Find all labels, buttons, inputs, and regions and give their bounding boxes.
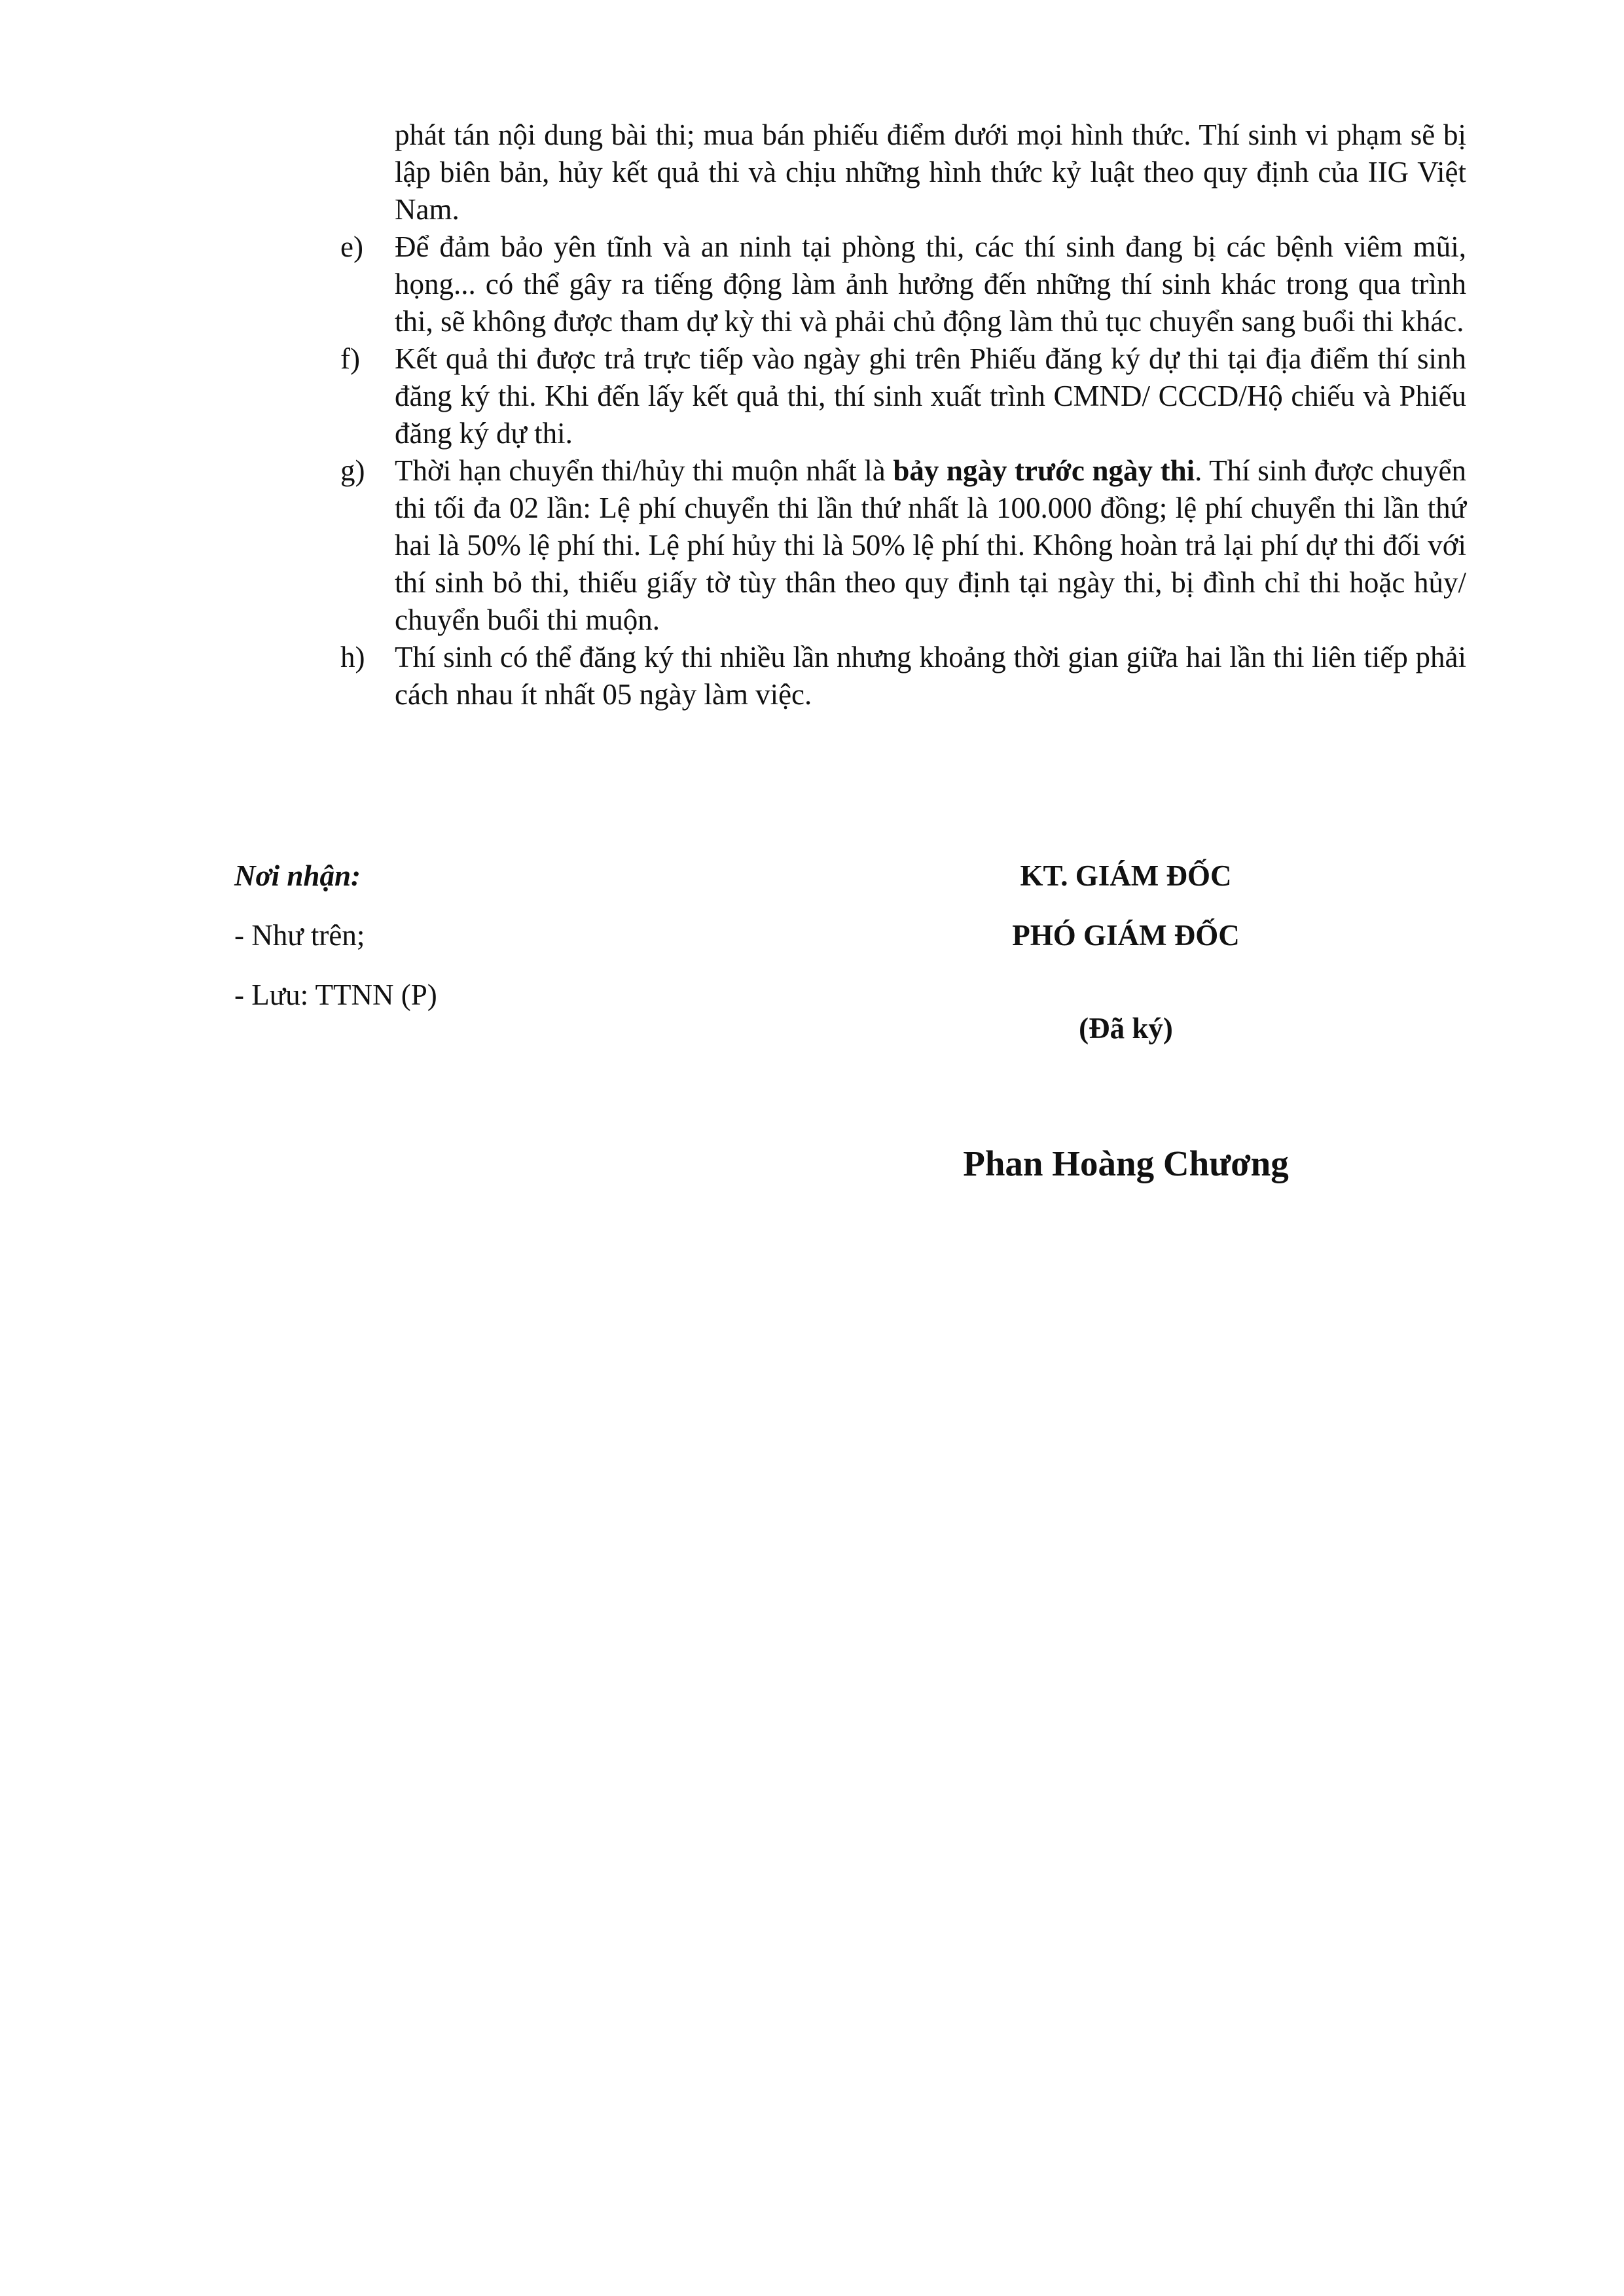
paragraph-text: Kết quả thi được trả trực tiếp vào ngày ghi trên Phiếu đăng ký dự thi tại địa điểm thí sinh đăng ký thi. Khi đến lấy kết quả thi, thí sinh xuất trình CMND/ CCCD/Hộ chiếu và Phiếu đăng ký dự thi. bbox=[395, 342, 1466, 450]
recipient-item: - Lưu: TTNN (P) bbox=[234, 978, 437, 1011]
paragraph-e bbox=[340, 228, 1466, 340]
list-marker: g) bbox=[340, 454, 365, 487]
paragraph-text: phát tán nội dung bài thi; mua bán phiếu điểm dưới mọi hình thức. Thí sinh vi phạm sẽ bị lập biên bản, hủy kết quả thi và chịu những hình thức kỷ luật theo quy định của IIG Việt Nam. bbox=[395, 118, 1466, 226]
recipients-title: Nơi nhận: bbox=[234, 859, 361, 892]
signature-title: KT. GIÁM ĐỐC bbox=[1020, 859, 1232, 892]
paragraph-d-continued bbox=[340, 117, 1466, 228]
paragraph-g bbox=[340, 452, 1466, 639]
paragraph-text: Để đảm bảo yên tĩnh và an ninh tại phòng thi, các thí sinh đang bị các bệnh viêm mũi, họng... có thể gây ra tiếng động làm ảnh hưởng đến những thí sinh khác trong qua trình thi, sẽ không được tham dự kỳ thi và phải chủ động làm thủ tục chuyển sang buổi thi khác. bbox=[395, 230, 1466, 338]
paragraph-text-before: Thời hạn chuyển thi/hủy thi muộn nhất là bbox=[395, 454, 893, 487]
paragraph-f bbox=[340, 340, 1466, 452]
recipient-item: - Như trên; bbox=[234, 919, 365, 952]
list-marker: h) bbox=[340, 641, 365, 673]
paragraph-text-after: . Thí sinh được chuyển thi tối đa 02 lần: Lệ phí chuyển thi lần thứ nhất là 100.000 đồng; lệ phí chuyển thi lần thứ hai là 50% lệ phí thi. Lệ phí hủy thi là 50% lệ phí thi. Không hoàn trả lại phí dự thi đối với thí sinh bỏ thi, thiếu giấy tờ tùy thân theo quy định tại ngày thi, bị đình chỉ thi hoặc hủy/ chuyển buổi thi muộn. bbox=[395, 454, 1466, 636]
signed-status: (Đã ký) bbox=[1079, 1012, 1173, 1045]
list-marker: e) bbox=[340, 230, 363, 263]
deadline-emphasis: bảy ngày trước ngày thi bbox=[893, 454, 1195, 487]
signature-subtitle: PHÓ GIÁM ĐỐC bbox=[1012, 919, 1240, 952]
regulation-list bbox=[340, 117, 1466, 713]
signature-block bbox=[851, 857, 1401, 1187]
list-marker: f) bbox=[340, 342, 360, 375]
signer-name: Phan Hoàng Chương bbox=[963, 1143, 1289, 1183]
paragraph-h bbox=[340, 639, 1466, 713]
recipients-block bbox=[234, 857, 758, 1036]
paragraph-text: Thí sinh có thể đăng ký thi nhiều lần nhưng khoảng thời gian giữa hai lần thi liên tiếp phải cách nhau ít nhất 05 ngày làm việc. bbox=[395, 641, 1466, 711]
